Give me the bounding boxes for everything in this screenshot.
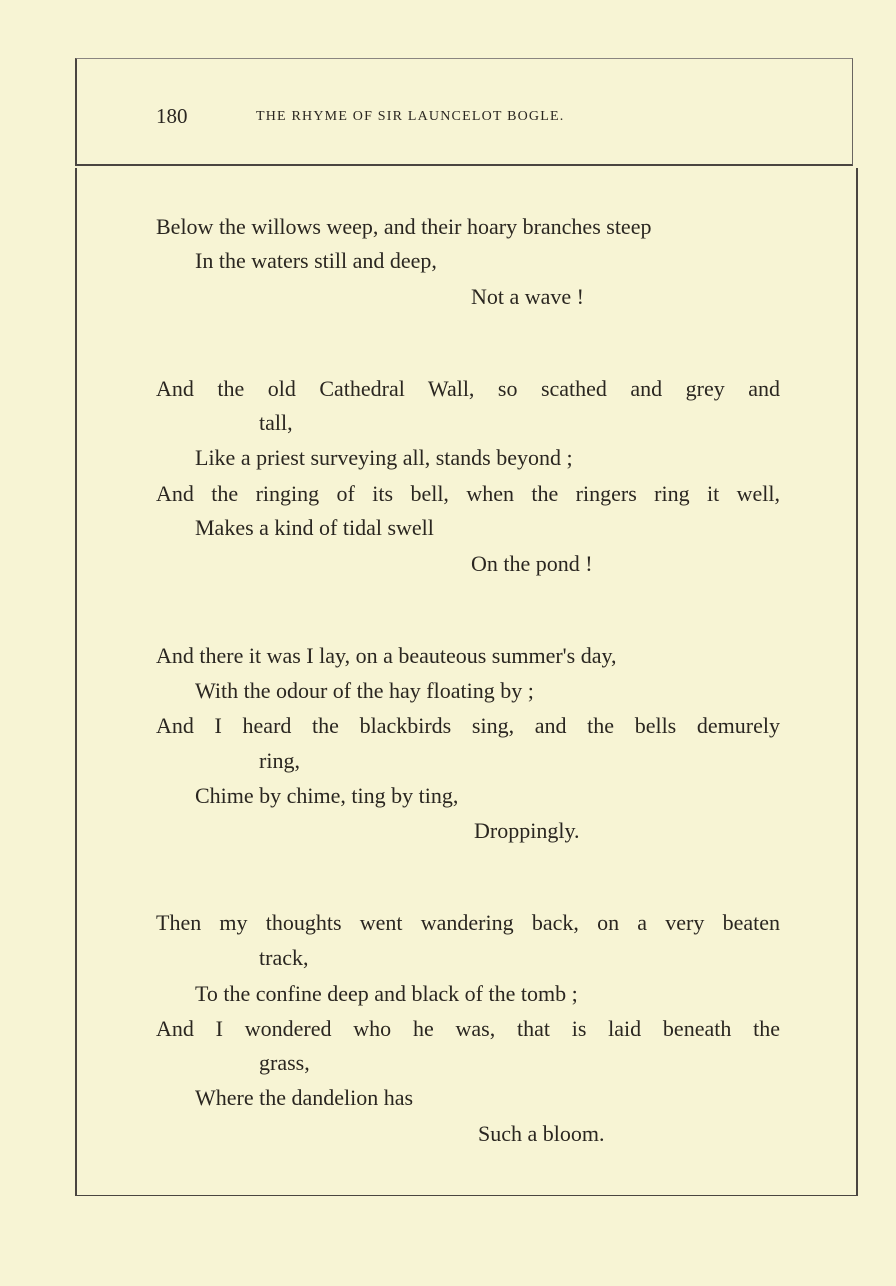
- stanza-4-line-2: track,: [259, 945, 309, 970]
- stanza-4-line-3: To the confine deep and black of the tomb ;: [195, 981, 578, 1006]
- stanza-1-line-3: Not a wave !: [471, 284, 585, 309]
- stanza-2-line-3: Like a priest surveying all, stands beyond ;: [195, 445, 573, 470]
- stanza-2-line-6: On the pond !: [471, 551, 593, 576]
- stanza-1-line-2: In the waters still and deep,: [195, 248, 437, 273]
- page-number: 180: [156, 104, 188, 128]
- stanza-4-line-6: Where the dandelion has: [195, 1085, 414, 1110]
- stanza-4-line-4: And I wondered who he was, that is laid beneath the: [156, 1016, 780, 1041]
- stanza-2-line-5: Makes a kind of tidal swell: [195, 515, 434, 540]
- stanza-3-line-1: And there it was I lay, on a beauteous summer's day,: [156, 643, 617, 668]
- stanza-4-line-7: Such a bloom.: [478, 1121, 605, 1146]
- stanza-1-line-1: Below the willows weep, and their hoary branches steep: [156, 214, 652, 239]
- stanza-3-line-2: With the odour of the hay floating by ;: [195, 678, 534, 703]
- stanza-2-line-1: And the old Cathedral Wall, so scathed and grey and: [156, 376, 780, 401]
- stanza-3-line-5: Chime by chime, ting by ting,: [195, 783, 459, 808]
- stanza-2-line-2: tall,: [259, 410, 293, 435]
- stanza-4-line-1: Then my thoughts went wandering back, on a very beaten: [156, 910, 780, 935]
- stanza-3-line-3: And I heard the blackbirds sing, and the bells demurely: [156, 713, 780, 738]
- stanza-4-line-5: grass,: [259, 1050, 310, 1075]
- stanza-2-line-4: And the ringing of its bell, when the ringers ring it well,: [156, 481, 780, 506]
- stanza-3-line-4: ring,: [259, 748, 300, 773]
- running-title: THE RHYME OF SIR LAUNCELOT BOGLE.: [256, 109, 565, 124]
- stanza-3-line-6: Droppingly.: [474, 818, 580, 843]
